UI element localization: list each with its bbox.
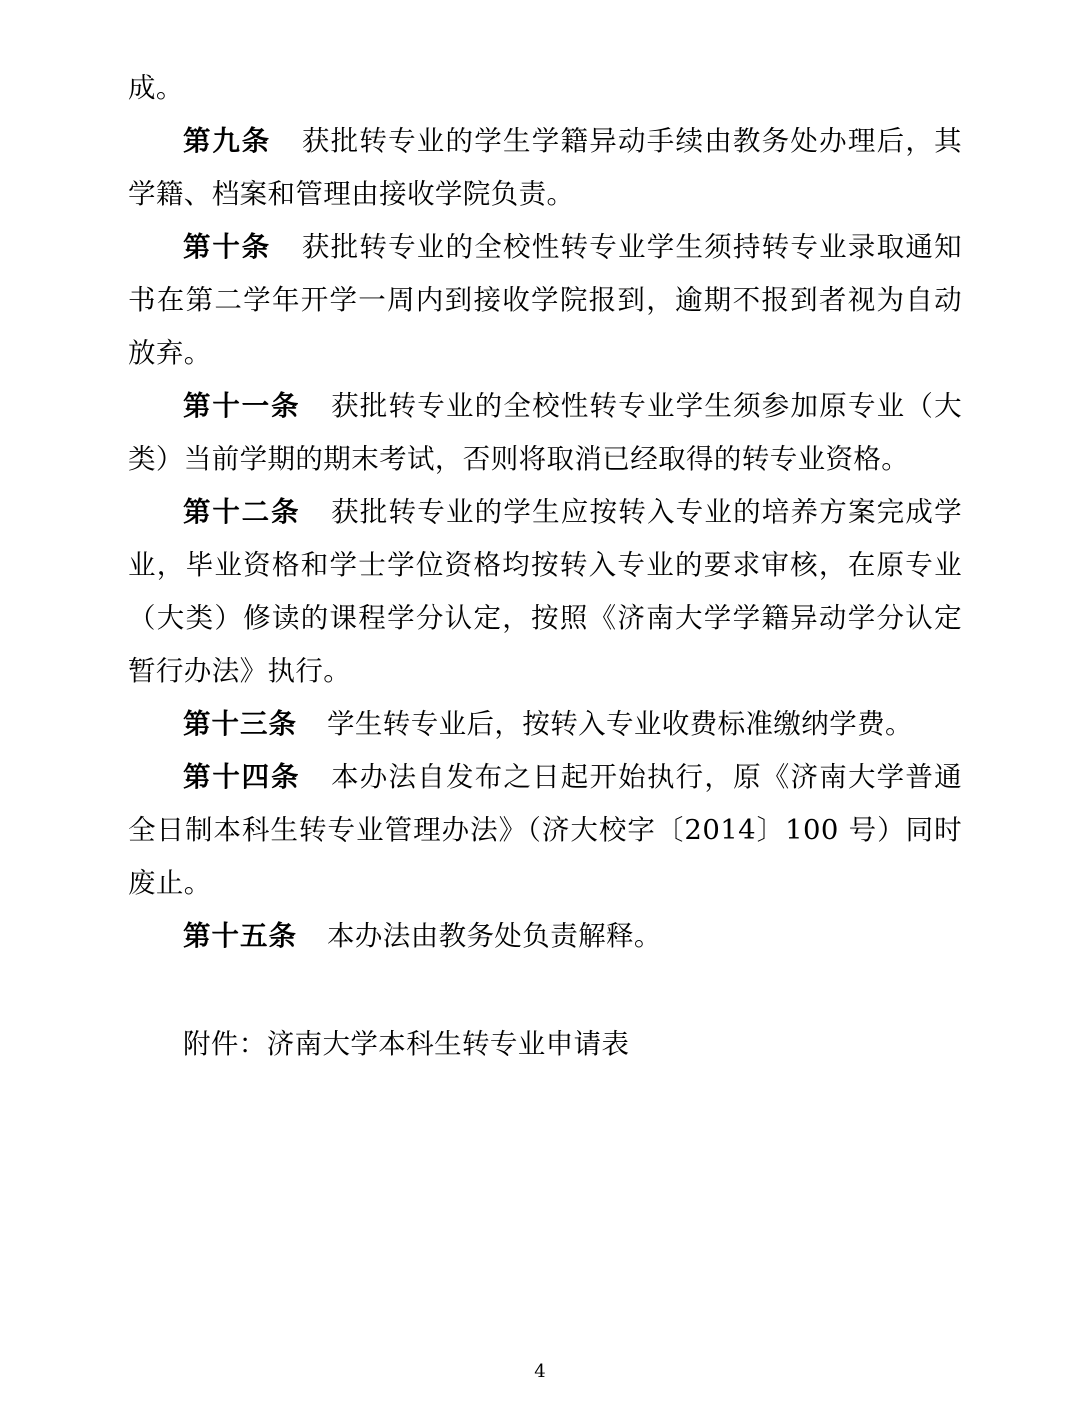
page-number: 4 bbox=[534, 1361, 546, 1382]
paragraph-text: 本办法由教务处负责解释。 bbox=[327, 920, 662, 952]
paragraph-text: 本办法自发布之日起开始执行，原《济南大学普通全日制本科生转专业管理办法》（济大校字〔2014〕100 号）同时废止。 bbox=[128, 761, 962, 899]
article-label-12: 第十二条 bbox=[183, 496, 301, 528]
paragraph-text: 成。 bbox=[128, 72, 184, 104]
document-body bbox=[128, 62, 962, 1071]
paragraph-text: 获批转专业的学生学籍异动手续由教务处办理后，其学籍、档案和管理由接收学院负责。 bbox=[128, 125, 962, 210]
article-label-11: 第十一条 bbox=[183, 390, 301, 422]
paragraph-article-11 bbox=[128, 380, 962, 486]
paragraph-continuation bbox=[128, 62, 962, 115]
article-label-10: 第十条 bbox=[183, 231, 272, 263]
article-label-15: 第十五条 bbox=[183, 920, 297, 952]
attachment-line: 附件：济南大学本科生转专业申请表 bbox=[183, 1028, 630, 1060]
article-label-14: 第十四条 bbox=[183, 761, 301, 793]
article-label-13: 第十三条 bbox=[183, 708, 297, 740]
paragraph-text: 获批转专业的学生应按转入专业的培养方案完成学业，毕业资格和学士学位资格均按转入专业的要求审核，在原专业（大类）修读的课程学分认定，按照《济南大学学籍异动学分认定暂行办法》执行。 bbox=[128, 496, 962, 687]
paragraph-article-9 bbox=[128, 115, 962, 221]
paragraph-article-14 bbox=[128, 751, 962, 910]
article-label-9: 第九条 bbox=[183, 125, 272, 157]
paragraph-text: 学生转专业后，按转入专业收费标准缴纳学费。 bbox=[327, 708, 913, 740]
paragraph-article-13 bbox=[128, 698, 962, 751]
paragraph-article-15 bbox=[128, 910, 962, 963]
paragraph-article-10 bbox=[128, 221, 962, 380]
paragraph-article-12 bbox=[128, 486, 962, 698]
paragraph-text: 获批转专业的全校性转专业学生须参加原专业（大类）当前学期的期末考试，否则将取消已经取得的转专业资格。 bbox=[128, 390, 962, 475]
paragraph-text: 获批转专业的全校性转专业学生须持转专业录取通知书在第二学年开学一周内到接收学院报到，逾期不报到者视为自动放弃。 bbox=[128, 231, 962, 369]
